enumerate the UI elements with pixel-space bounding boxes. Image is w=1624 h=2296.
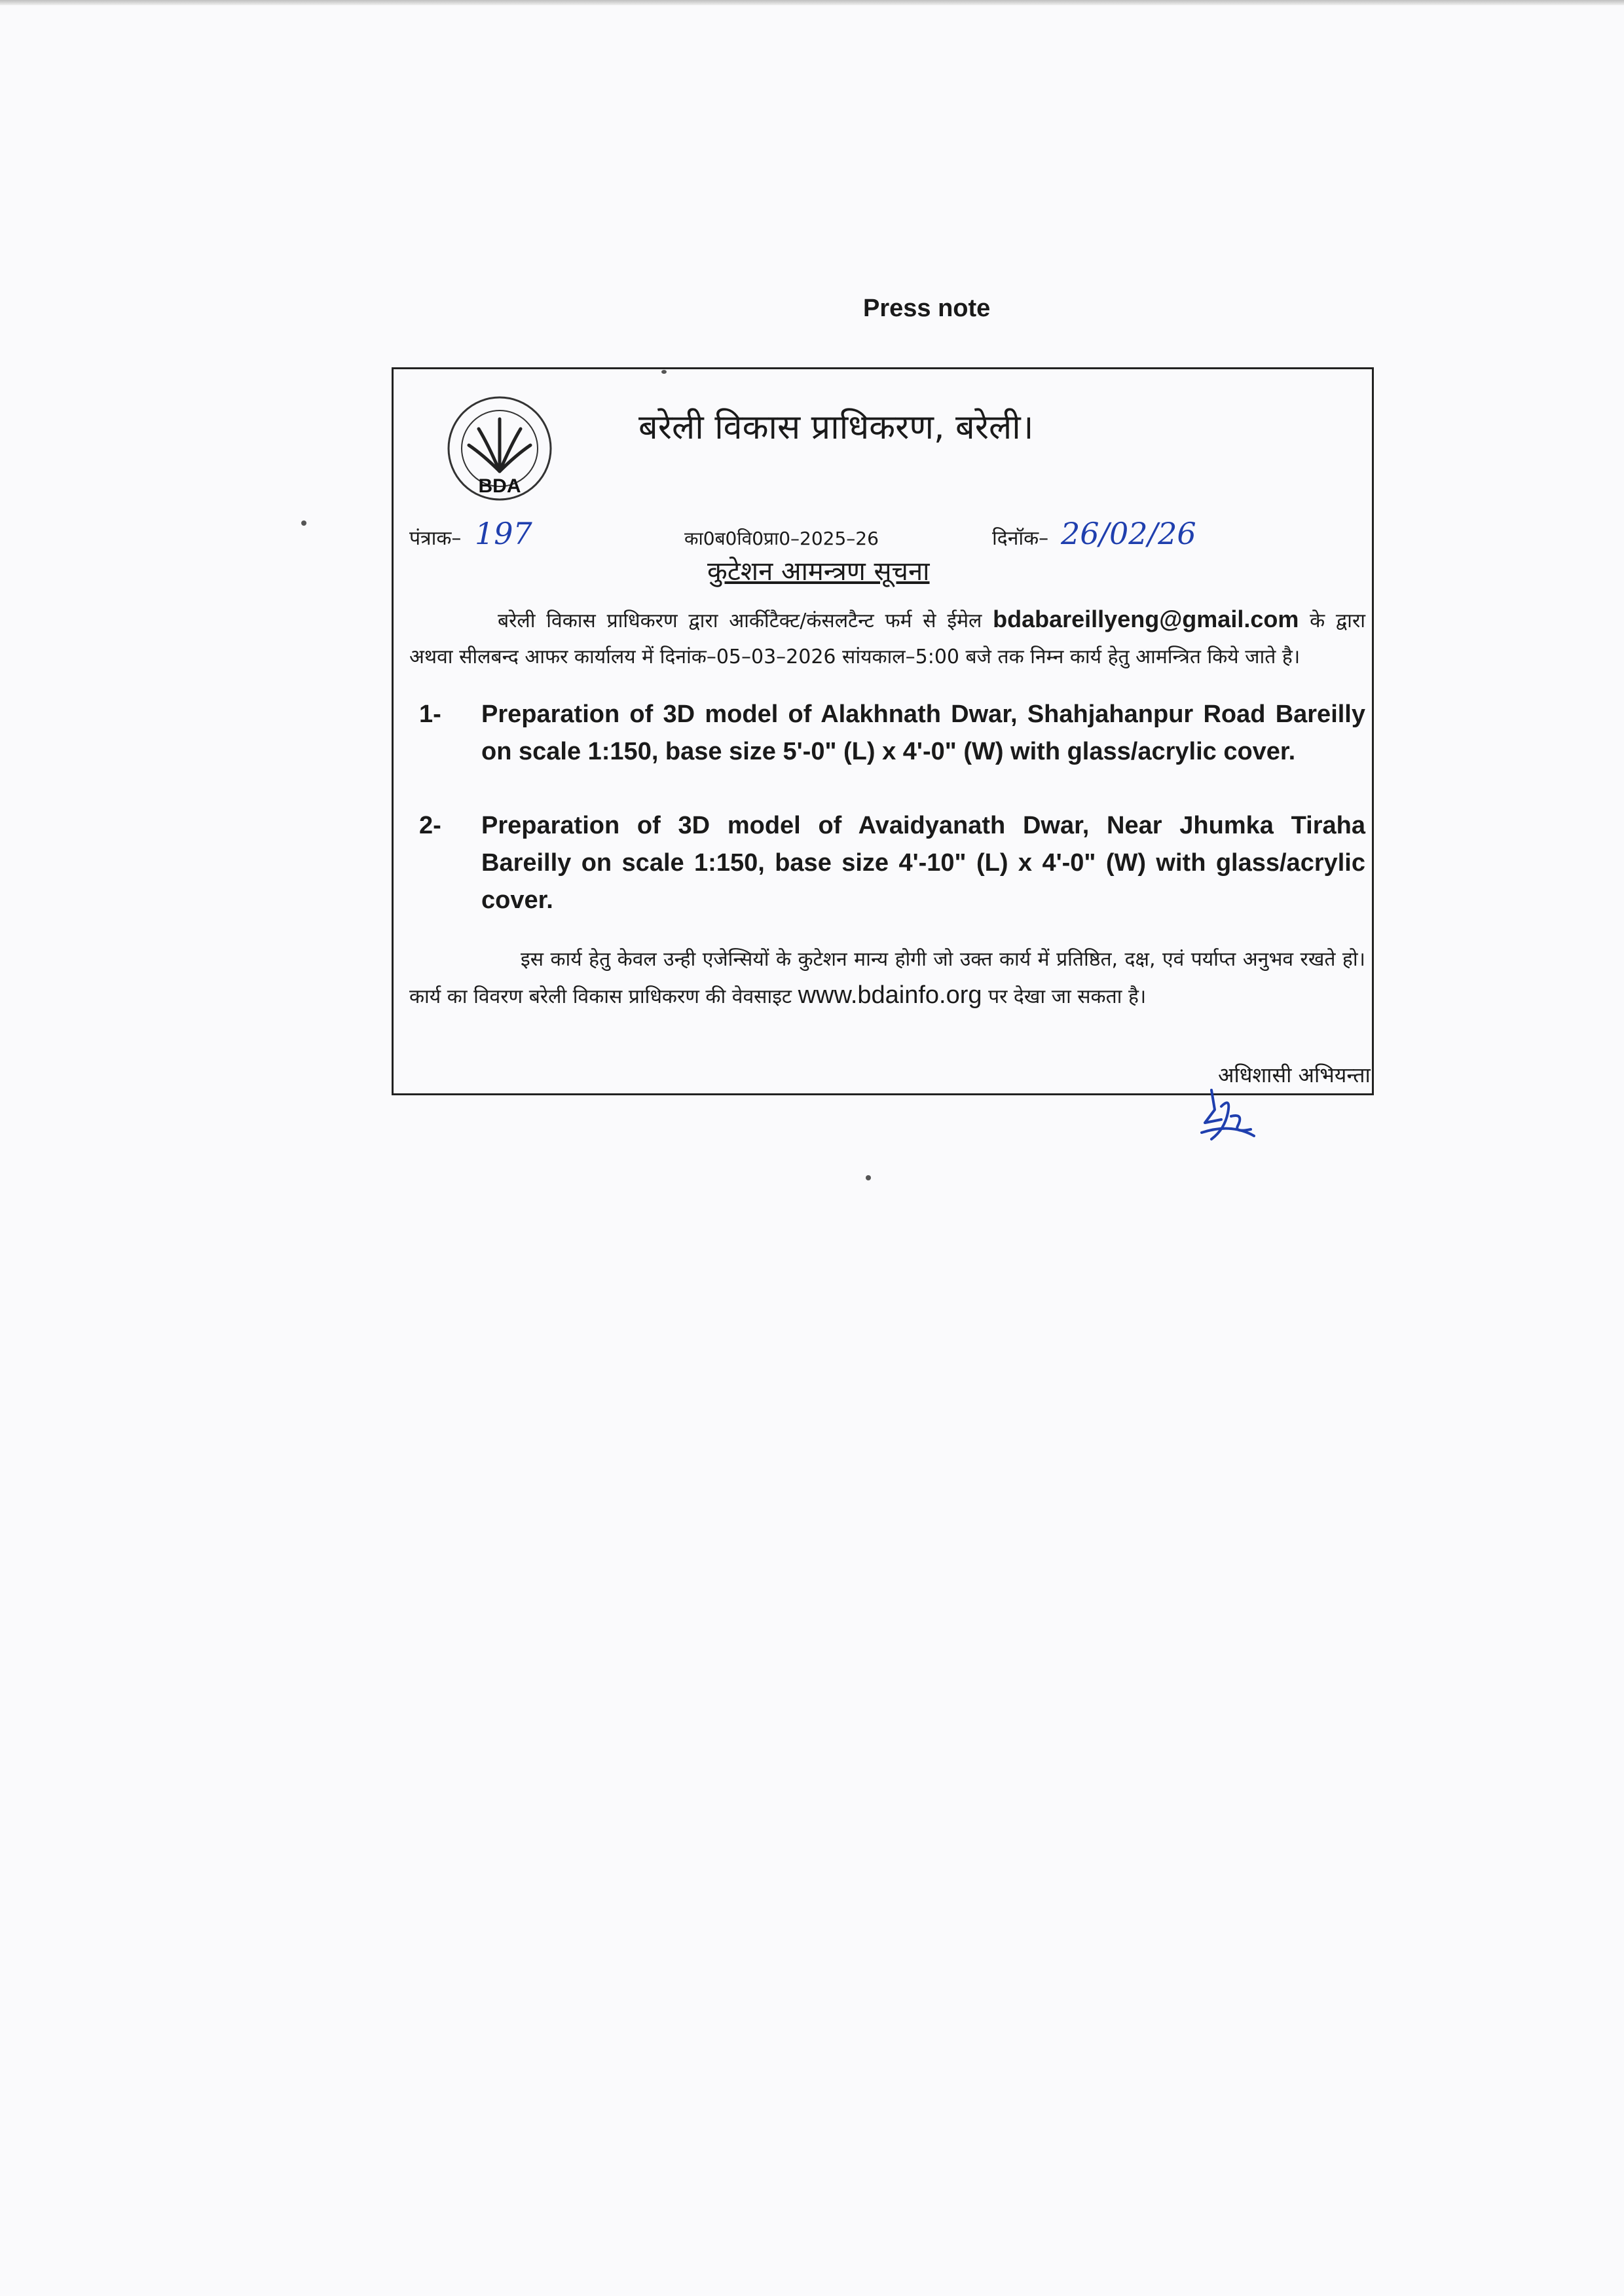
intro-paragraph [409,601,1365,675]
item-number: 2- [419,812,441,839]
bda-logo [443,393,557,514]
scan-speck [866,1175,871,1180]
eligibility-paragraph [409,941,1365,1015]
eligibility-text: इस कार्य हेतु केवल उन्ही एजेन्सियों के कुटेशन मान्य होगी जो उक्त कार्य में प्रतिष्ठित, दक्ष, एवं पर्याप्त अनुभव रखते हो। कार्य का विवरण बरेली विकास प्राधिकरण की वेवसाइट [409,948,1365,1008]
file-number: का0ब0वि0प्रा0–2025–26 [684,528,879,549]
press-note-title: Press note [863,295,991,322]
signature [1192,1084,1264,1146]
date-label: दिनॉक– [992,527,1049,550]
scan-speck [661,370,667,374]
logo-text: BDA [478,475,521,497]
eligibility-text-cont: पर देखा जा सकता है। [982,985,1147,1008]
contact-email: bdabareillyeng@gmail.com [993,606,1299,632]
org-title: बरेली विकास प्राधिकरण, बरेली। [638,408,1034,447]
date-handwritten: 26/02/26 [1061,516,1196,551]
notice-heading: कुटेशन आमन्त्रण सूचना [707,556,930,587]
ref-label: पंत्राक– [409,527,462,550]
intro-text: बरेली विकास प्राधिकरण द्वारा आर्कीटैक्ट/कंसलटैन्ट फर्म से ईमेल [498,610,993,632]
scan-speck [301,520,306,526]
scan-edge [0,0,1624,5]
item-text: Preparation of 3D model of Alakhnath Dwar, Shahjahanpur Road Bareilly on scale 1:150, base size 5'-0" (L) x 4'-0" (W) with glass/acrylic cover. [481,701,1365,765]
signatory-title: अधिशासी अभियन्ता [1218,1063,1371,1087]
intro-text-cont: के द्वारा अथवा सीलबन्द आफर कार्यालय में दिनांक–05–03–2026 सांयकाल–5:00 बजे तक निम्न कार्य हेतु आमन्त्रित किये जाते है। [409,610,1365,668]
ref-number-handwritten: 197 [475,516,532,551]
item-number: 1- [419,701,441,728]
website-link: www.bdainfo.org [798,981,982,1009]
item-text: Preparation of 3D model of Avaidyanath Dwar, Near Jhumka Tiraha Bareilly on scale 1:150, base size 4'-10" (L) x 4'-0" (W) with glass/acrylic cover. [481,812,1365,914]
